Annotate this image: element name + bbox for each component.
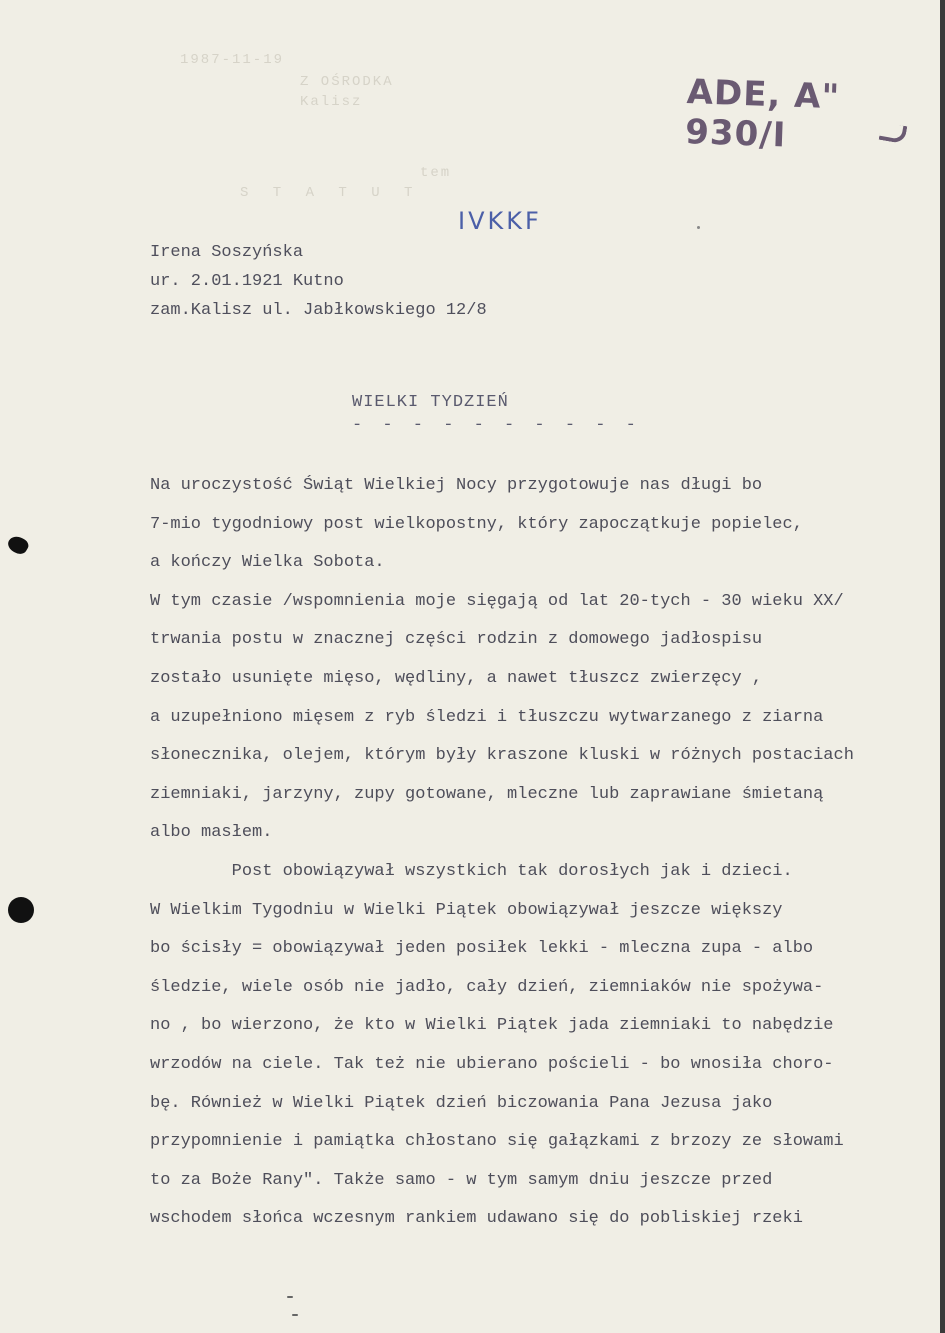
speck — [697, 226, 700, 229]
author-address: zam.Kalisz ul. Jabłkowskiego 12/8 — [150, 301, 487, 320]
body-line: a uzupełniono mięsem z ryb śledzi i tłuszczu wytwarzanego z ziarna — [150, 707, 824, 727]
speck — [292, 1314, 298, 1316]
show-through-text: 1987-11-19 — [180, 52, 285, 68]
body-line: słonecznika, olejem, którym były kraszone kluski w różnych postaciach — [150, 746, 854, 766]
body-line: 7-mio tygodniowy post wielkopostny, który zapoczątkuje popielec, — [150, 514, 803, 534]
body-line: W tym czasie /wspomnienia moje sięgają od lat 20-tych - 30 wieku XX/ — [150, 591, 844, 611]
handwritten-code-note: IVKKF — [458, 207, 542, 235]
body-line: no , bo wierzono, że kto w Wielki Piątek jada ziemniaki to nabędzie — [150, 1016, 834, 1036]
body-line: bę. Również w Wielki Piątek dzień biczowania Pana Jezusa jako — [150, 1093, 773, 1113]
body-line: wrzodów na ciele. Tak też nie ubierano pościeli - bo wnosiła choro- — [150, 1054, 834, 1074]
show-through-text: Kalisz — [300, 94, 363, 110]
show-through-text: S T A T U T — [240, 185, 421, 201]
body-line: a kończy Wielka Sobota. — [150, 553, 385, 573]
speck — [287, 1296, 293, 1298]
author-birth: ur. 2.01.1921 Kutno — [150, 272, 344, 291]
body-line: Post obowiązywał wszystkich tak dorosłych jak i dzieci. — [150, 861, 793, 881]
punch-hole — [5, 533, 30, 557]
body-line: albo masłem. — [150, 823, 273, 843]
show-through-text: tem — [420, 165, 452, 181]
scan-edge — [940, 0, 945, 1333]
body-line: śledzie, wiele osób nie jadło, cały dzień, ziemniaków nie spożywa- — [150, 977, 824, 997]
body-line: bo ścisły = obowiązywał jeden posiłek lekki - mleczna zupa - albo — [150, 939, 814, 959]
body-line: W Wielkim Tygodniu w Wielki Piątek obowiązywał jeszcze większy — [150, 900, 783, 920]
body-line: to za Boże Rany". Także samo - w tym samym dniu jeszcze przed — [150, 1170, 773, 1190]
author-name: Irena Soszyńska — [150, 243, 304, 262]
punch-hole — [8, 897, 34, 923]
body-line: trwania postu w znacznej części rodzin z domowego jadłospisu — [150, 630, 763, 650]
archive-reference-handwritten: ADE, A" 930/I — [684, 72, 841, 156]
document-title-block — [352, 393, 641, 435]
body-line: zostało usunięte mięso, wędliny, a nawet tłuszcz zwierzęcy , — [150, 668, 763, 688]
body-line: Na uroczystość Świąt Wielkiej Nocy przygotowuje nas długi bo — [150, 476, 763, 495]
body-line: przypomnienie i pamiątka chłostano się gałązkami z brzozy ze słowami — [150, 1132, 844, 1152]
body-line: wschodem słońca wczesnym rankiem udawano się do pobliskiej rzeki — [150, 1209, 803, 1229]
document-title: WIELKI TYDZIEŃ — [352, 393, 509, 412]
title-underline: - - - - - - - - - - — [352, 416, 641, 435]
show-through-text: Z OŚRODKA — [300, 74, 394, 90]
document-body — [150, 467, 945, 1239]
body-line: ziemniaki, jarzyny, zupy gotowane, mleczne lub zaprawiane śmietaną — [150, 784, 824, 804]
author-header — [150, 238, 487, 325]
